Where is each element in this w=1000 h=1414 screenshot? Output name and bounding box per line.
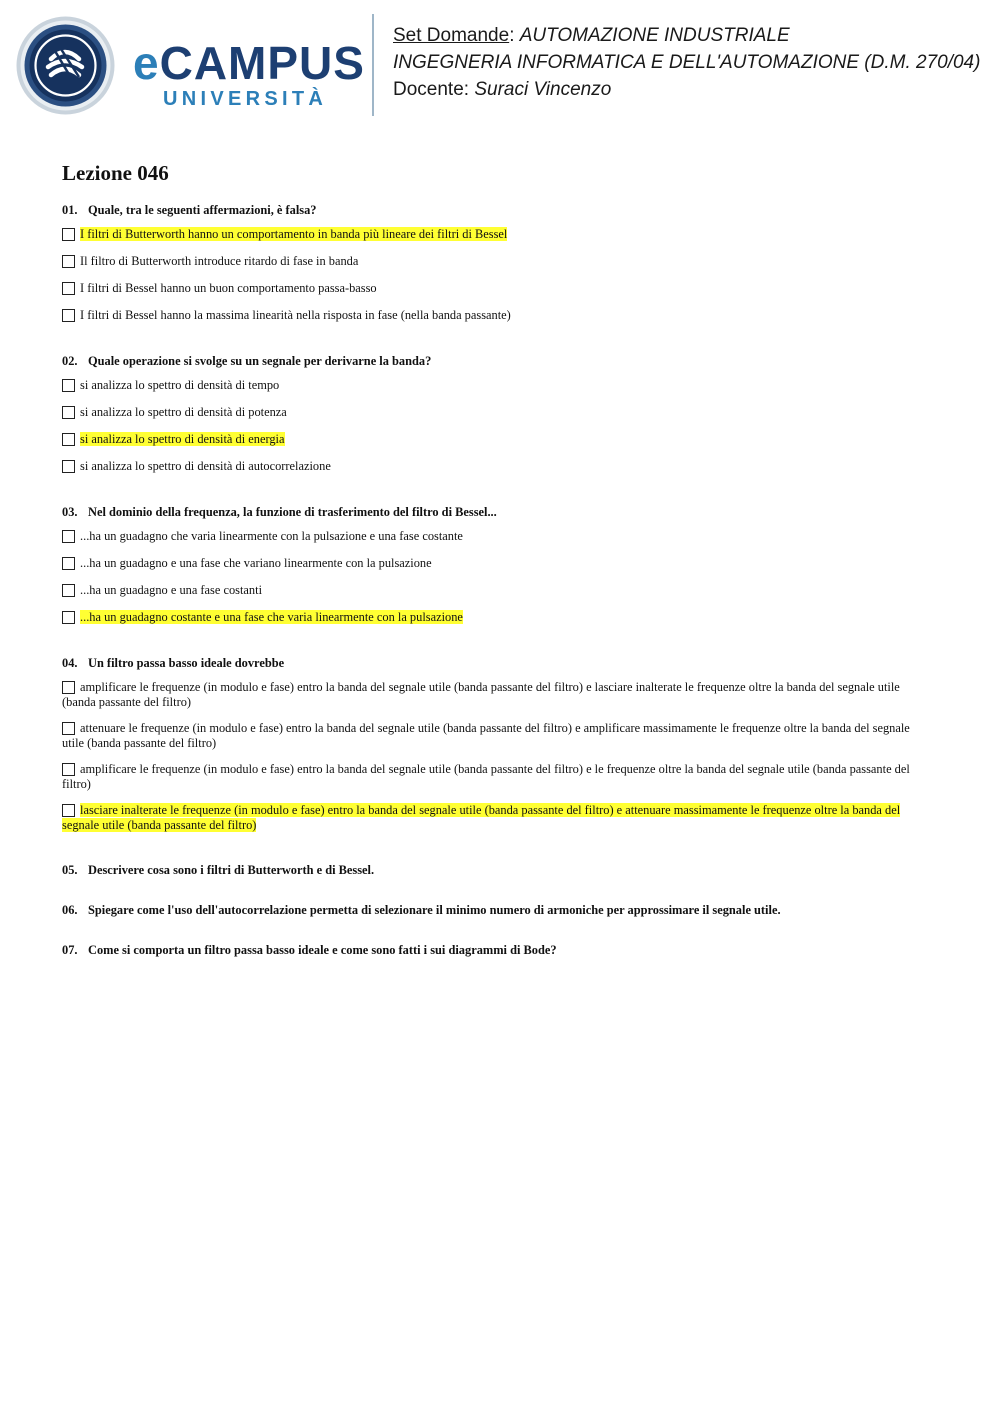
answer-option[interactable] [62,459,932,474]
question-2 [62,353,932,474]
question-spacer [62,335,932,353]
answer-checkbox[interactable] [62,309,75,322]
answer-option[interactable] [62,227,932,242]
answer-option[interactable] [62,308,932,323]
question-spacer [62,486,932,504]
answer-text: ...ha un guadagno e una fase che variano linearmente con la pulsazione [80,556,432,570]
answer-checkbox[interactable] [62,282,75,295]
answer-checkbox[interactable] [62,557,75,570]
answer-text: ...ha un guadagno che varia linearmente con la pulsazione e una fase costante [80,529,463,543]
question-3 [62,504,932,625]
open-question-6 [62,902,932,918]
question-4 [62,655,932,833]
question-number: 04. [62,656,78,670]
answer-checkbox[interactable] [62,722,75,735]
question-number: 07. [62,943,78,957]
answer-option[interactable] [62,254,932,269]
question-heading [62,202,932,218]
answer-text: Il filtro di Butterworth introduce ritardo di fase in banda [80,254,359,268]
answer-option[interactable] [62,378,932,393]
set-colon: : [509,25,515,46]
answer-text: ...ha un guadagno e una fase costanti [80,583,263,597]
teacher-name: Suraci Vincenzo [474,79,612,100]
answer-text: si analizza lo spettro di densità di autocorrelazione [80,459,331,473]
answer-text: ...ha un guadagno costante e una fase che varia linearmente con la pulsazione [80,610,463,624]
answer-option[interactable] [62,583,932,598]
answer-text: lasciare inalterate le frequenze (in modulo e fase) entro la banda del segnale utile (banda passante del filtro) e attenuare massimamente le frequenze oltre la banda del segnale utile (banda passante del filtro) [62,803,901,832]
university-seal-logo [15,15,116,116]
question-number: 01. [62,203,78,217]
answer-text: I filtri di Bessel hanno la massima linearità nella risposta in fase (nella banda passante) [80,308,511,322]
answer-checkbox[interactable] [62,584,75,597]
answer-checkbox[interactable] [62,433,75,446]
question-text: Come si comporta un filtro passa basso ideale e come sono fatti i sui diagrammi di Bode? [88,943,557,957]
question-text: Spiegare come l'uso dell'autocorrelazione permetta di selezionare il minimo numero di armoniche per approssimare il segnale utile. [88,903,781,917]
answer-checkbox[interactable] [62,460,75,473]
question-heading [62,504,932,520]
answer-text: si analizza lo spettro di densità di energia [80,432,285,446]
answer-option[interactable] [62,610,932,625]
answer-checkbox[interactable] [62,406,75,419]
page-header [0,0,1000,130]
course-name: AUTOMAZIONE INDUSTRIALE [519,25,790,46]
question-1 [62,202,932,323]
lesson-title: Lezione 046 [62,161,169,185]
brand-subtitle: UNIVERSITÀ [163,88,328,110]
answer-text: I filtri di Butterworth hanno un comportamento in banda più lineare dei filtri di Bessel [80,227,508,241]
answer-option[interactable] [62,680,932,710]
answer-checkbox[interactable] [62,379,75,392]
header-divider [372,14,374,116]
question-text: Un filtro passa basso ideale dovrebbe [88,656,285,670]
answer-checkbox[interactable] [62,611,75,624]
answer-option[interactable] [62,803,932,833]
question-number: 06. [62,903,78,917]
answer-text: si analizza lo spettro di densità di tempo [80,378,280,392]
brand-wordmark: eCAMPUS [133,37,365,89]
question-spacer [62,637,932,655]
teacher-line [393,76,980,103]
question-text: Nel dominio della frequenza, la funzione di trasferimento del filtro di Bessel... [88,505,497,519]
open-question-5 [62,862,932,878]
answer-checkbox[interactable] [62,228,75,241]
answer-checkbox[interactable] [62,530,75,543]
answer-option[interactable] [62,405,932,420]
answer-text: attenuare le frequenze (in modulo e fase) entro la banda del segnale utile (banda passante del filtro) e amplificare massimamente le frequenze oltre la banda del segnale utile (banda passante del filtro) [62,721,910,750]
question-spacer [62,844,932,862]
answer-option[interactable] [62,762,932,792]
teacher-label: Docente: [393,79,470,100]
question-text: Quale operazione si svolge su un segnale per derivarne la banda? [88,354,432,368]
answer-checkbox[interactable] [62,255,75,268]
set-line [393,22,980,49]
question-text: Quale, tra le seguenti affermazioni, è falsa? [88,203,317,217]
question-number: 05. [62,863,78,877]
question-number: 02. [62,354,78,368]
answer-option[interactable] [62,281,932,296]
answer-text: amplificare le frequenze (in modulo e fase) entro la banda del segnale utile (banda passante del filtro) e le frequenze oltre la banda del segnale utile (banda passante del filtro) [62,762,910,791]
answer-checkbox[interactable] [62,763,75,776]
answer-checkbox[interactable] [62,681,75,694]
answer-text: amplificare le frequenze (in modulo e fase) entro la banda del segnale utile (banda passante del filtro) e lasciare inalterate le frequenze oltre la banda del segnale utile (banda passante del filtro) [62,680,900,709]
question-number: 03. [62,505,78,519]
question-text: Descrivere cosa sono i filtri di Butterworth e di Bessel. [88,863,375,877]
answer-option[interactable] [62,432,932,447]
answer-option[interactable] [62,721,932,751]
answer-option[interactable] [62,556,932,571]
question-list [62,202,932,982]
question-heading [62,655,932,671]
answer-text: I filtri di Bessel hanno un buon comportamento passa-basso [80,281,377,295]
open-question-7 [62,942,932,958]
set-label: Set Domande [393,25,510,46]
degree-name: INGEGNERIA INFORMATICA E DELL'AUTOMAZIONE (D.M. 270/04) [393,52,981,73]
question-heading [62,353,932,369]
answer-option[interactable] [62,529,932,544]
answer-text: si analizza lo spettro di densità di potenza [80,405,287,419]
course-info [393,22,980,103]
answer-checkbox[interactable] [62,804,75,817]
